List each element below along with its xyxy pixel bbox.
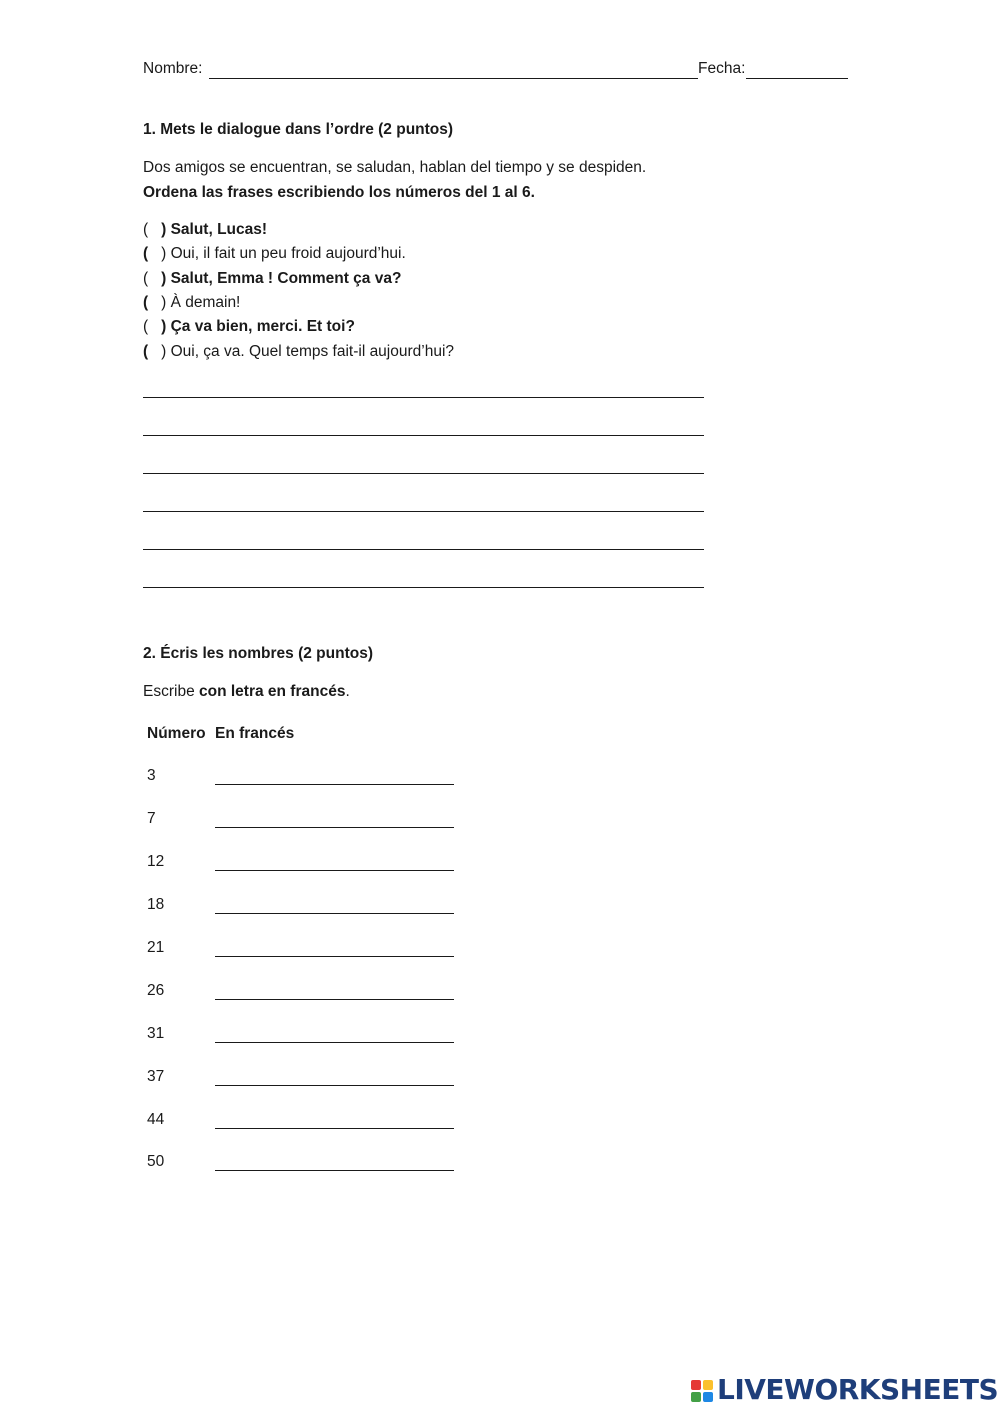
paren-open: ( — [143, 270, 149, 287]
number-cell: 18 — [147, 896, 165, 913]
french-answer-field[interactable] — [215, 870, 454, 871]
dialogue-text: Ça va bien, merci. Et toi? — [170, 318, 355, 335]
number-cell: 44 — [147, 1111, 165, 1128]
number-cell: 3 — [147, 767, 156, 784]
paren-close: ) — [161, 294, 167, 311]
column-header-french: En francés — [215, 725, 295, 742]
number-cell: 12 — [147, 853, 165, 870]
exercise1-intro: Dos amigos se encuentran, se saludan, hablan del tiempo y se despiden. — [143, 159, 647, 176]
dialogue-text: Oui, ça va. Quel temps fait-il aujourd’hui? — [170, 343, 455, 360]
dialogue-text: Salut, Emma ! Comment ça va? — [170, 270, 402, 287]
header-line — [143, 60, 848, 82]
paren-open: ( — [143, 318, 149, 335]
answer-line[interactable] — [143, 397, 704, 398]
number-cell: 50 — [147, 1153, 165, 1170]
date-label: Fecha: — [698, 60, 746, 77]
dialogue-item — [143, 221, 267, 240]
dialogue-text: À demain! — [170, 294, 241, 311]
answer-line[interactable] — [143, 587, 704, 588]
liveworksheets-logo-icon — [690, 1379, 714, 1403]
exercise2-instruction — [143, 683, 350, 702]
number-cell: 37 — [147, 1068, 165, 1085]
french-answer-field[interactable] — [215, 784, 454, 785]
dialogue-item — [143, 270, 401, 289]
french-answer-field[interactable] — [215, 913, 454, 914]
instruction-suffix: . — [345, 683, 350, 700]
number-cell: 21 — [147, 939, 165, 956]
dialogue-text: Oui, il fait un peu froid aujourd’hui. — [170, 245, 406, 262]
dialogue-item — [143, 343, 454, 362]
number-cell: 31 — [147, 1025, 165, 1042]
paren-close: ) — [161, 221, 167, 238]
name-label: Nombre: — [143, 60, 203, 77]
paren-open: ( — [143, 294, 149, 311]
number-cell: 26 — [147, 982, 165, 999]
dialogue-item — [143, 318, 355, 337]
dialogue-text: Salut, Lucas! — [170, 221, 268, 238]
answer-line[interactable] — [143, 473, 704, 474]
liveworksheets-logo — [690, 1373, 999, 1406]
dialogue-item — [143, 294, 240, 313]
brand-name: LIVEWORKSHEETS — [717, 1373, 999, 1406]
answer-line[interactable] — [143, 511, 704, 512]
french-answer-field[interactable] — [215, 1128, 454, 1129]
instruction-prefix: Escribe — [143, 683, 199, 700]
number-cell: 7 — [147, 810, 156, 827]
exercise2-title: 2. Écris les nombres (2 puntos) — [143, 645, 373, 662]
date-field[interactable] — [746, 78, 848, 79]
paren-close: ) — [161, 318, 167, 335]
french-answer-field[interactable] — [215, 827, 454, 828]
instruction-bold: con letra en francés — [199, 683, 346, 700]
answer-line[interactable] — [143, 435, 704, 436]
dialogue-item — [143, 245, 406, 264]
paren-close: ) — [161, 343, 167, 360]
french-answer-field[interactable] — [215, 1170, 454, 1171]
name-field[interactable] — [209, 78, 698, 79]
column-header-number: Número — [147, 725, 206, 742]
paren-open: ( — [143, 343, 149, 360]
french-answer-field[interactable] — [215, 956, 454, 957]
paren-close: ) — [161, 245, 167, 262]
french-answer-field[interactable] — [215, 999, 454, 1000]
exercise1-title: 1. Mets le dialogue dans l’ordre (2 puntos) — [143, 121, 454, 138]
paren-close: ) — [161, 270, 167, 287]
french-answer-field[interactable] — [215, 1085, 454, 1086]
paren-open: ( — [143, 221, 149, 238]
exercise1-instruction: Ordena las frases escribiendo los números del 1 al 6. — [143, 184, 535, 201]
paren-open: ( — [143, 245, 149, 262]
french-answer-field[interactable] — [215, 1042, 454, 1043]
answer-line[interactable] — [143, 549, 704, 550]
